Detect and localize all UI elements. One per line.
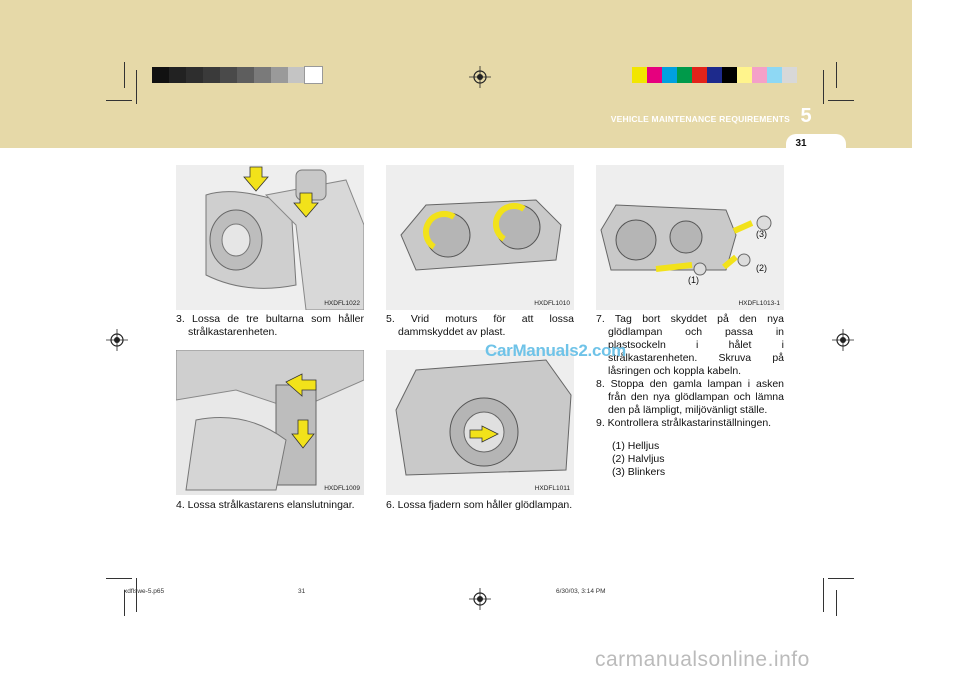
registration-swatch xyxy=(632,67,647,83)
registration-swatch xyxy=(220,67,237,83)
legend-item-turn-signal: (3) Blinkers xyxy=(612,466,666,478)
registration-swatch xyxy=(288,67,305,83)
step-4-text: 4. Lossa strålkastarens elanslutningar. xyxy=(176,499,355,511)
step-5 xyxy=(386,313,574,339)
figure-code: HXDFL1011 xyxy=(534,485,570,492)
registration-swatch xyxy=(152,67,169,83)
step-9-text: 9. Kontrollera strålkastarinställningen. xyxy=(596,417,772,429)
registration-crosshair-top-icon xyxy=(469,66,491,88)
registration-swatch xyxy=(254,67,271,83)
footer-timestamp: 6/30/03, 3:14 PM xyxy=(556,588,606,595)
crop-mark xyxy=(823,578,824,612)
crop-mark xyxy=(136,578,137,612)
registration-swatch xyxy=(677,67,692,83)
crop-mark xyxy=(106,578,132,579)
registration-swatch xyxy=(169,67,186,83)
figure-code: HXDFL1009 xyxy=(324,485,360,492)
site-watermark: carmanualsonline.info xyxy=(595,648,810,671)
legend-item-high-beam: (1) Helljus xyxy=(612,440,660,452)
bulb-legend xyxy=(612,440,665,479)
registration-swatch xyxy=(237,67,254,83)
registration-swatch xyxy=(186,67,203,83)
callout-2: (2) xyxy=(756,263,767,273)
section-title: VEHICLE MAINTENANCE REQUIREMENTS xyxy=(610,114,790,124)
registration-swatch xyxy=(647,67,662,83)
registration-swatch xyxy=(767,67,782,83)
footer-file-name: xdflswe-5.p65 xyxy=(124,588,165,595)
registration-swatch xyxy=(722,67,737,83)
registration-swatch xyxy=(782,67,797,83)
headlamp-connector-image xyxy=(176,350,364,495)
crop-mark xyxy=(823,70,824,104)
figure-code: HXDFL1022 xyxy=(324,300,360,307)
step-6-text: 6. Lossa fjadern som håller glödlampan. xyxy=(386,499,573,511)
registration-swatch xyxy=(305,67,322,83)
registration-swatch xyxy=(692,67,707,83)
footer-page: 31 xyxy=(298,588,306,595)
crop-mark xyxy=(836,590,837,616)
carmanuals-watermark: CarManuals2.com xyxy=(485,341,626,360)
registration-crosshair-bottom-icon xyxy=(469,588,491,610)
registration-swatch xyxy=(707,67,722,83)
registration-swatch xyxy=(271,67,288,83)
chapter-number: 5 xyxy=(800,105,812,127)
callout-3: (3) xyxy=(756,229,767,239)
crop-mark xyxy=(124,62,125,88)
registration-swatch xyxy=(662,67,677,83)
step-3 xyxy=(176,313,364,339)
crop-mark xyxy=(136,70,137,104)
figure-code: HXDFL1013-1 xyxy=(738,300,780,307)
registration-swatch xyxy=(737,67,752,83)
step-5-text: 5. Vrid moturs för att lossa dammskyddet av plast. xyxy=(386,313,574,338)
headlamp-spring-image xyxy=(386,350,574,495)
headlamp-dust-cover-image xyxy=(386,165,574,310)
registration-bar-color xyxy=(632,67,797,83)
registration-swatch xyxy=(752,67,767,83)
crop-mark xyxy=(828,578,854,579)
legend-item-low-beam: (2) Halvljus xyxy=(612,453,665,465)
crop-mark xyxy=(828,100,854,101)
registration-crosshair-left-icon xyxy=(106,329,128,351)
step-7-text: 7. Tag bort skyddet på den nya glödlampan och passa in plastsockeln i hålet i strålkastarenheten. Skruva på låsringen och koppla kabeln. xyxy=(596,313,784,377)
figure-code: HXDFL1010 xyxy=(534,300,570,307)
callout-1: (1) xyxy=(688,275,699,285)
headlamp-bolts-image xyxy=(176,165,364,310)
page-number: 31 xyxy=(795,138,807,149)
registration-crosshair-right-icon xyxy=(832,329,854,351)
crop-mark xyxy=(106,100,132,101)
registration-bar-grayscale xyxy=(152,67,322,83)
registration-swatch xyxy=(203,67,220,83)
step-4 xyxy=(176,499,364,512)
step-8-text: 8. Stoppa den gamla lampan i asken från den nya glödlampan och lämna den på lämpligt, miljövänligt ställe. xyxy=(596,378,784,416)
step-6 xyxy=(386,499,574,512)
step-7-9 xyxy=(596,313,784,430)
step-3-text: 3. Lossa de tre bultarna som håller strålkastarenheten. xyxy=(176,313,364,338)
crop-mark xyxy=(836,62,837,88)
headlamp-bulb-replacement-image xyxy=(596,165,784,310)
